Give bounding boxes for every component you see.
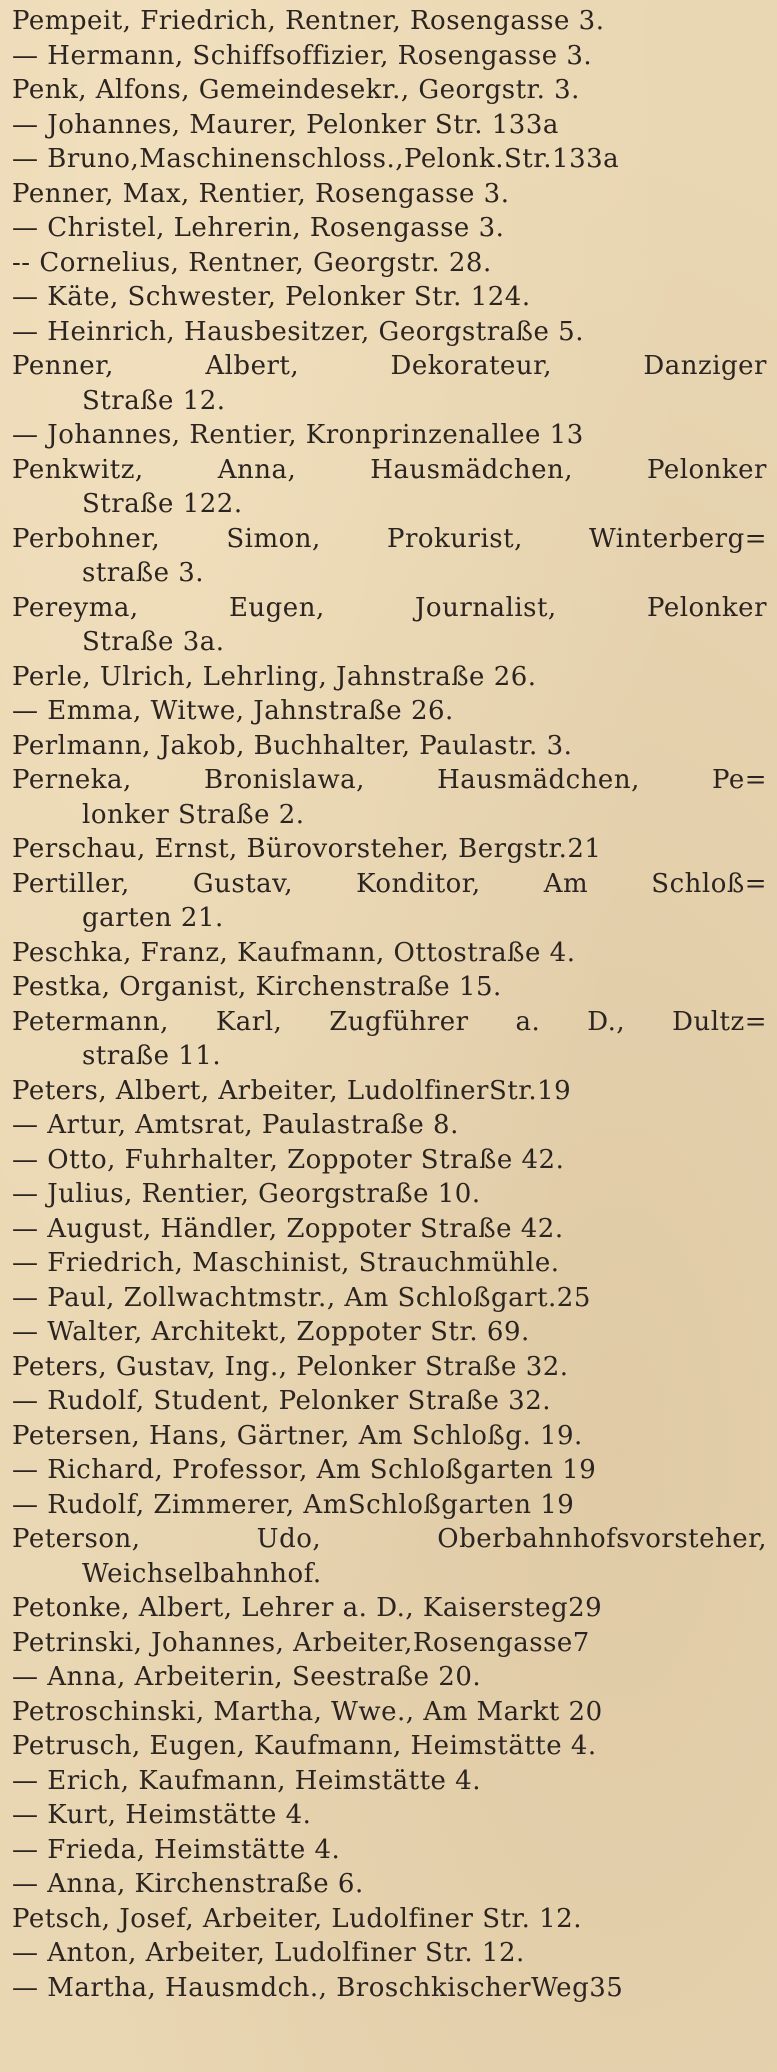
entry-line: — Rudolf, Zimmerer, AmSchloßgarten 19 xyxy=(12,1489,575,1520)
directory-entry xyxy=(12,1074,767,1109)
directory-entry xyxy=(12,1833,767,1868)
entry-line: Perle, Ulrich, Lehrling, Jahnstraße 26. xyxy=(12,661,537,692)
directory-entry xyxy=(12,1902,767,1937)
entry-continuation-line: straße 11. xyxy=(82,1041,222,1071)
directory-entry xyxy=(12,1281,767,1316)
directory-entry xyxy=(12,1350,767,1385)
entry-line: — Friedrich, Maschinist, Strauchmühle. xyxy=(12,1248,560,1278)
entry-line: Pempeit, Friedrich, Rentner, Rosengasse 3. xyxy=(12,6,605,36)
directory-entry xyxy=(12,660,767,695)
directory-entry xyxy=(12,936,767,971)
entry-line: -- Cornelius, Rentner, Georgstr. 28. xyxy=(12,247,492,278)
entry-line: Peters, Albert, Arbeiter, LudolfinerStr.19 xyxy=(12,1075,572,1106)
entry-line: — Artur, Amtsrat, Paulastraße 8. xyxy=(12,1110,459,1140)
directory-entry xyxy=(12,177,767,212)
directory-entry xyxy=(12,142,767,177)
entry-line: Pertiller, Gustav, Konditor, Am Schloß= xyxy=(12,868,767,899)
entry-line: Perschau, Ernst, Bürovorsteher, Bergstr.21 xyxy=(12,834,602,864)
entry-line: Petonke, Albert, Lehrer a. D., Kaisersteg29 xyxy=(12,1593,603,1623)
entry-line: — Kurt, Heimstätte 4. xyxy=(12,1800,312,1830)
directory-entry xyxy=(12,39,767,74)
entry-line: — Julius, Rentier, Georgstraße 10. xyxy=(12,1179,481,1209)
directory-entry xyxy=(12,73,767,108)
directory-entry xyxy=(12,1212,767,1247)
entry-line: Petrusch, Eugen, Kaufmann, Heimstätte 4. xyxy=(12,1731,597,1761)
entry-line: Petroschinski, Martha, Wwe., Am Markt 20 xyxy=(12,1696,603,1727)
entry-line: — Käte, Schwester, Pelonker Str. 124. xyxy=(12,282,531,312)
directory-entry xyxy=(12,1729,767,1764)
entry-line: Penkwitz, Anna, Hausmädchen, Pelonker xyxy=(12,454,767,485)
directory-entry xyxy=(12,1971,767,2006)
entry-continuation-line: Straße 3a. xyxy=(82,627,225,657)
entry-line: — August, Händler, Zoppoter Straße 42. xyxy=(12,1213,564,1244)
entry-continuation-line: garten 21. xyxy=(82,903,224,933)
entry-line: — Anton, Arbeiter, Ludolfiner Str. 12. xyxy=(12,1938,525,1968)
entry-line: Petrinski, Johannes, Arbeiter,Rosengasse7 xyxy=(12,1627,590,1658)
entry-line: Petsch, Josef, Arbeiter, Ludolfiner Str. 12. xyxy=(12,1903,582,1934)
entry-line: — Anna, Kirchenstraße 6. xyxy=(12,1869,364,1899)
entry-line: Peters, Gustav, Ing., Pelonker Straße 32. xyxy=(12,1351,569,1382)
entry-line: — Rudolf, Student, Pelonker Straße 32. xyxy=(12,1386,551,1416)
entry-line: — Frieda, Heimstätte 4. xyxy=(12,1834,341,1865)
entry-line: — Otto, Fuhrhalter, Zoppoter Straße 42. xyxy=(12,1144,565,1175)
directory-entry xyxy=(12,867,767,936)
directory-entry xyxy=(12,1660,767,1695)
directory-entry xyxy=(12,1143,767,1178)
directory-entry xyxy=(12,970,767,1005)
entry-line: Perbohner, Simon, Prokurist, Winterberg= xyxy=(12,523,767,554)
entry-line: Perlmann, Jakob, Buchhalter, Paulastr. 3. xyxy=(12,730,573,761)
entry-line: — Martha, Hausmdch., BroschkischerWeg35 xyxy=(12,1972,624,2003)
entry-line: Penner, Albert, Dekorateur, Danziger xyxy=(12,351,767,381)
directory-entry xyxy=(12,1108,767,1143)
directory-entry xyxy=(12,211,767,246)
entry-continuation-line: Straße 12. xyxy=(82,385,226,416)
entry-line: — Johannes, Rentier, Kronprinzenallee 13 xyxy=(12,420,584,450)
directory-entry xyxy=(12,1764,767,1799)
directory-entry xyxy=(12,694,767,729)
entry-line: — Erich, Kaufmann, Heimstätte 4. xyxy=(12,1765,481,1796)
directory-entry xyxy=(12,1936,767,1971)
directory-entry xyxy=(12,1488,767,1523)
entry-continuation-line: Straße 122. xyxy=(82,489,243,519)
directory-entry xyxy=(12,1177,767,1212)
directory-entry xyxy=(12,1867,767,1902)
entry-line: — Paul, Zollwachtmstr., Am Schloßgart.25 xyxy=(12,1282,591,1313)
entry-line: — Hermann, Schiffsoffizier, Rosengasse 3. xyxy=(12,40,593,71)
directory-entry xyxy=(12,453,767,522)
entry-line: — Walter, Architekt, Zoppoter Str. 69. xyxy=(12,1317,530,1347)
entry-continuation-line: lonker Straße 2. xyxy=(82,799,305,830)
entry-line: Petersen, Hans, Gärtner, Am Schloßg. 19. xyxy=(12,1420,583,1451)
directory-entry xyxy=(12,1798,767,1833)
entry-line: — Richard, Professor, Am Schloßgarten 19 xyxy=(12,1455,597,1485)
directory-entry xyxy=(12,729,767,764)
directory-entry xyxy=(12,1626,767,1661)
entry-line: Pestka, Organist, Kirchenstraße 15. xyxy=(12,972,502,1002)
entry-line: — Bruno,Maschinenschloss.,Pelonk.Str.133a xyxy=(12,144,620,174)
entry-line: Peschka, Franz, Kaufmann, Ottostraße 4. xyxy=(12,937,576,968)
entry-line: Petermann, Karl, Zugführer a. D., Dultz= xyxy=(12,1006,767,1037)
entry-line: Perneka, Bronislawa, Hausmädchen, Pe= xyxy=(12,765,767,795)
entry-line: — Johannes, Maurer, Pelonker Str. 133a xyxy=(12,109,559,140)
entry-line: Peterson, Udo, Oberbahnhofsvorsteher, xyxy=(12,1524,767,1554)
entry-line: Penner, Max, Rentier, Rosengasse 3. xyxy=(12,178,510,209)
directory-entry xyxy=(12,315,767,350)
directory-entry xyxy=(12,1522,767,1591)
entry-line: Penk, Alfons, Gemeindesekr., Georgstr. 3. xyxy=(12,75,580,105)
directory-entry xyxy=(12,280,767,315)
entry-line: — Anna, Arbeiterin, Seestraße 20. xyxy=(12,1662,482,1692)
entry-line: — Emma, Witwe, Jahnstraße 26. xyxy=(12,696,454,726)
directory-entry xyxy=(12,349,767,418)
entry-line: — Christel, Lehrerin, Rosengasse 3. xyxy=(12,213,505,243)
entry-continuation-line: straße 3. xyxy=(82,558,205,588)
directory-entry xyxy=(12,1419,767,1454)
entry-line: Pereyma, Eugen, Journalist, Pelonker xyxy=(12,592,767,623)
directory-entry xyxy=(12,763,767,832)
entry-line: — Heinrich, Hausbesitzer, Georgstraße 5. xyxy=(12,316,584,347)
directory-entry xyxy=(12,1591,767,1626)
directory-entry xyxy=(12,1005,767,1074)
directory-entry xyxy=(12,1315,767,1350)
directory-entry xyxy=(12,246,767,281)
directory-entry xyxy=(12,1384,767,1419)
directory-entry xyxy=(12,591,767,660)
directory-entry xyxy=(12,1246,767,1281)
entry-continuation-line: Weichselbahnhof. xyxy=(82,1558,322,1589)
directory-entry xyxy=(12,1695,767,1730)
directory-entry xyxy=(12,108,767,143)
directory-entry xyxy=(12,418,767,453)
directory-entry xyxy=(12,832,767,867)
directory-entry xyxy=(12,1453,767,1488)
directory-entry xyxy=(12,522,767,591)
directory-entry xyxy=(12,4,767,39)
